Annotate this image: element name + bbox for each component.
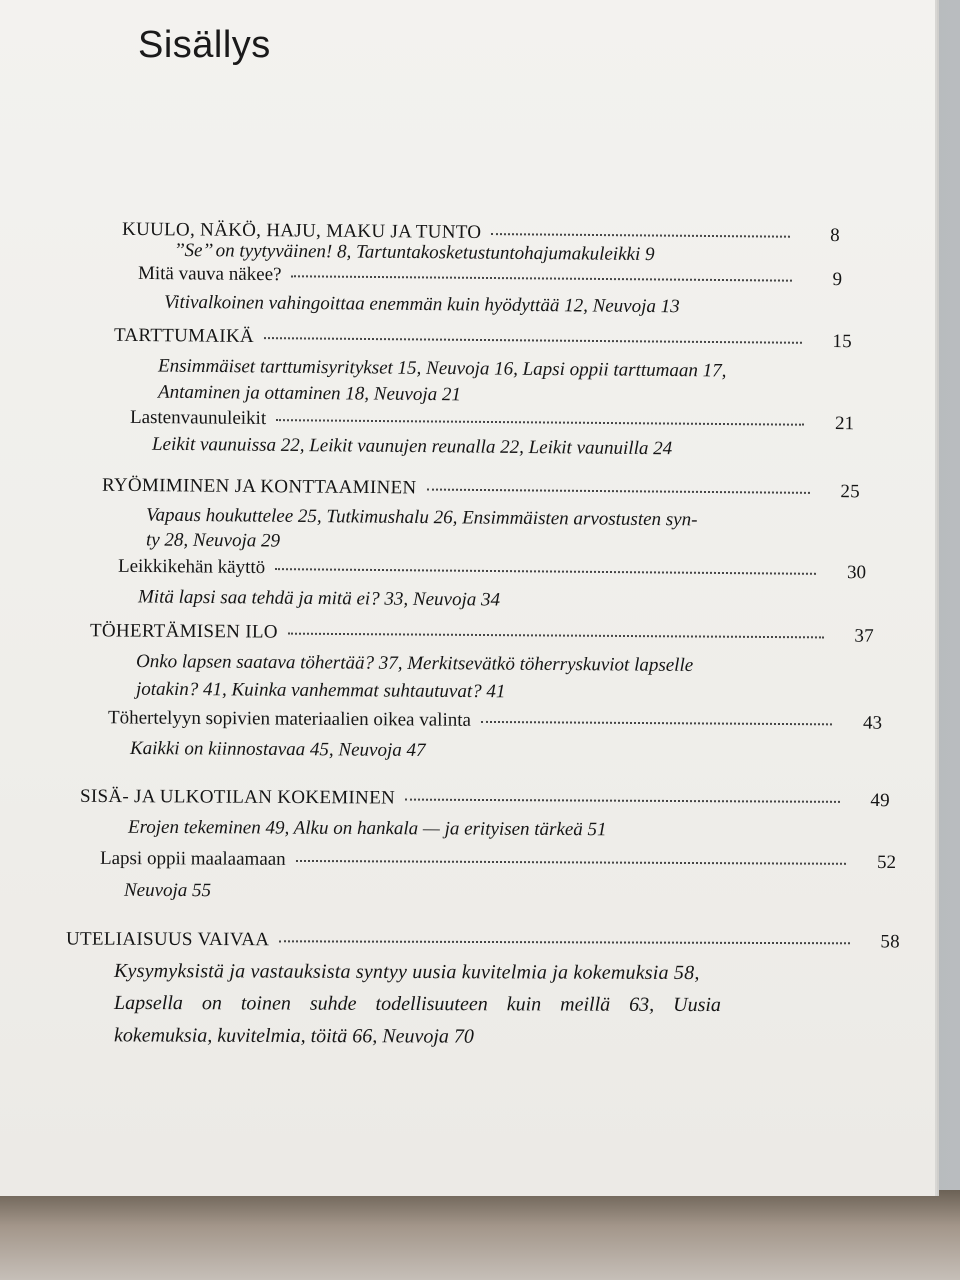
toc-subtopics: Ensimmäiset tarttumisyritykset 15, Neuvoja 16, Lapsi oppii tarttumaan 17, xyxy=(157,355,727,382)
toc-subtopics: kokemuksia, kuvitelmia, töitä 66, Neuvoja 70 xyxy=(113,1024,474,1048)
toc-entry-label: TARTTUMAIKÄ xyxy=(113,324,255,348)
dot-leader xyxy=(426,488,810,494)
toc-subtopics: Antaminen ja ottaminen 18, Neuvoja 21 xyxy=(157,381,461,406)
toc-subtopics: Vapaus houkuttelee 25, Tutkimushalu 26, Ensimmäisten arvostusten syn- xyxy=(145,504,698,531)
toc-entry-label: Leikkikehän käyttö xyxy=(117,555,266,579)
toc-entry-label: Lastenvaunuleikit xyxy=(129,406,267,430)
toc-entry xyxy=(118,556,866,585)
toc-subtopics: Kysymyksistä ja vastauksista syntyy uusia kuvitelmia ja kokemuksia 58, xyxy=(113,959,700,985)
toc-entry-label: TÖHERTÄMISEN ILO xyxy=(89,620,278,643)
toc-entry xyxy=(114,325,852,353)
toc-entry-label: KUULO, NÄKÖ, HAJU, MAKU JA TUNTO xyxy=(121,218,482,244)
toc-page-number: 8 xyxy=(830,225,841,247)
dot-leader xyxy=(275,567,816,575)
toc-subtopics: Erojen tekeminen 49, Alku on hankala — ja erityisen tärkeä 51 xyxy=(127,816,607,841)
toc-subtopics: ’’Se’’ on tyytyväinen! 8, Tartuntakosketustuntohajumakuleikki 9 xyxy=(173,239,655,266)
toc-entry xyxy=(90,620,874,647)
toc-entry xyxy=(102,475,860,504)
toc-entry xyxy=(100,848,896,874)
page-title: Sisällys xyxy=(138,24,271,66)
toc-entry xyxy=(66,929,900,954)
toc-page-number: 37 xyxy=(854,625,875,647)
toc-entry-label: Mitä vauva näkee? xyxy=(137,262,282,286)
dot-leader xyxy=(481,720,832,725)
toc-subtopics: Neuvoja 55 xyxy=(123,879,212,902)
toc-subtopics: Kaikki on kiinnostavaa 45, Neuvoja 47 xyxy=(129,737,426,762)
toc-entry-label: RYÖMIMINEN JA KONTTAAMINEN xyxy=(101,474,417,499)
toc-subtopics: jotakin? 41, Kuinka vanhemmat suhtautuvat? 41 xyxy=(135,678,506,703)
toc-page-number: 9 xyxy=(832,268,843,291)
table-surface xyxy=(0,1190,960,1280)
dot-leader xyxy=(291,274,792,281)
toc-entry-label: UTELIAISUUS VAIVAA xyxy=(65,928,270,951)
toc-subtopics: Leikit vaunuissa 22, Leikit vaunujen reunalla 22, Leikit vaunuilla 24 xyxy=(151,433,673,460)
dot-leader xyxy=(296,859,846,865)
toc-page-number: 49 xyxy=(870,790,891,812)
toc-page-number: 58 xyxy=(880,931,901,953)
toc-page-number: 15 xyxy=(832,331,853,353)
toc-subtopics: Lapsella on toinen suhde todellisuuteen kuin meillä 63, Uusia xyxy=(113,991,721,1017)
toc-entry xyxy=(80,786,890,812)
toc-page-number: 30 xyxy=(846,562,867,584)
dot-leader xyxy=(264,336,802,344)
toc-subtopics: ty 28, Neuvoja 29 xyxy=(145,529,281,552)
toc-page-number: 52 xyxy=(876,851,897,874)
dot-leader xyxy=(405,798,840,803)
toc-entry-label: Lapsi oppii maalaamaan xyxy=(99,847,286,870)
dot-leader xyxy=(491,232,790,238)
dot-leader xyxy=(276,418,804,426)
toc-subtopics: Onko lapsen saatava töhertää? 37, Merkitsevätkö töherryskuviot lapselle xyxy=(135,651,694,676)
toc-entry xyxy=(138,263,842,291)
toc-entry xyxy=(108,707,882,734)
toc-subtopics: Vitivalkoinen vahingoittaa enemmän kuin hyödyttää 12, Neuvoja 13 xyxy=(163,291,680,318)
toc-entry-label: Töhertelyyn sopivien materiaalien oikea valinta xyxy=(107,707,472,731)
dot-leader xyxy=(288,632,824,639)
toc-entry xyxy=(130,407,854,435)
dot-leader xyxy=(279,939,850,944)
toc-page-number: 25 xyxy=(840,481,861,503)
toc-subtopics: Mitä lapsi saa tehdä ja mitä ei? 33, Neuvoja 34 xyxy=(137,586,501,611)
toc-page-number: 21 xyxy=(834,412,855,435)
toc-page-number: 43 xyxy=(862,712,883,734)
toc-entry-label: SISÄ- JA ULKOTILAN KOKEMINEN xyxy=(79,785,396,809)
